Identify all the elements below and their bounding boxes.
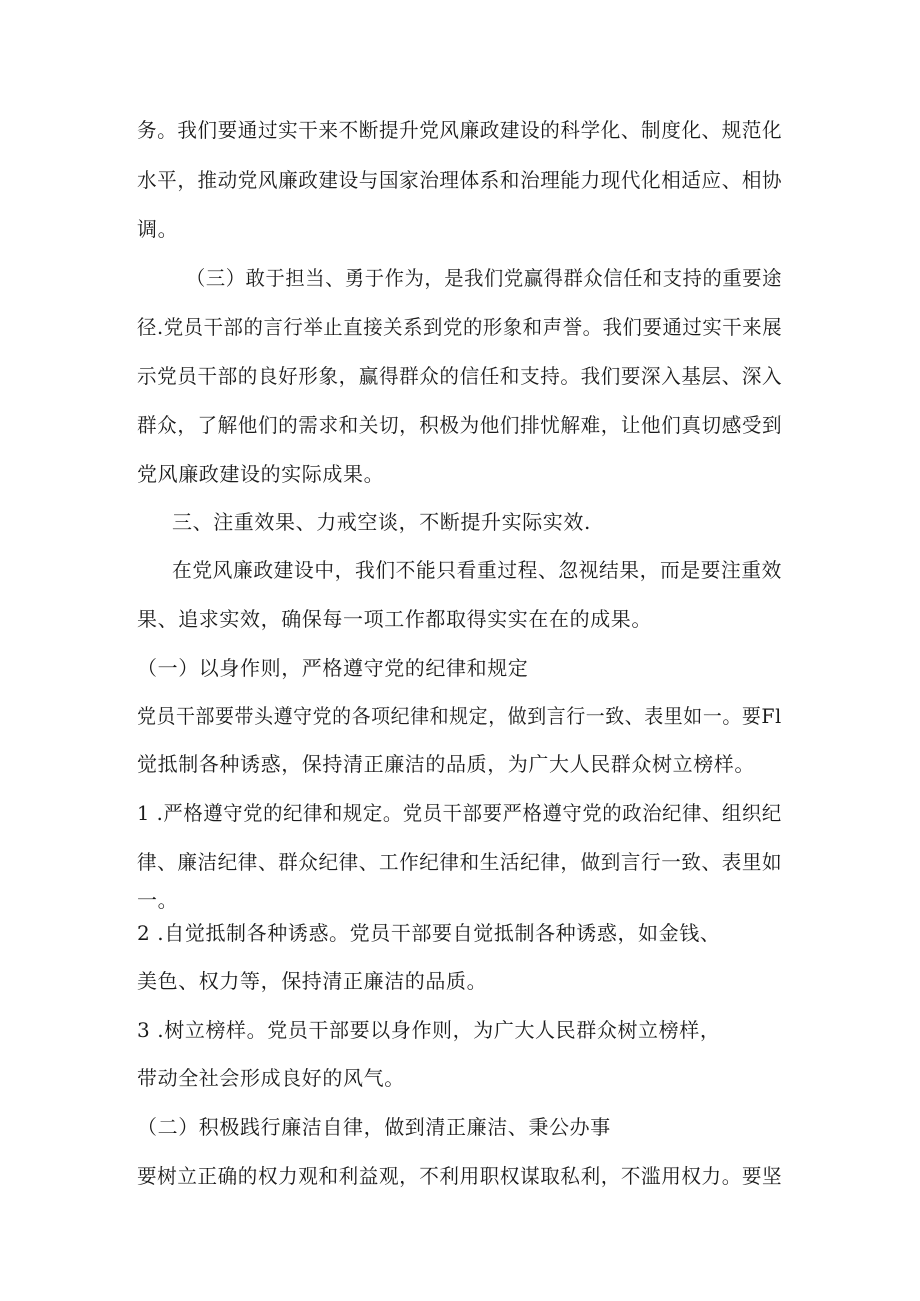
subsection-heading-1: （一）以身作则，严格遵守党的纪律和规定	[137, 656, 529, 680]
section-heading-3: 三、注重效果、力戒空谈，不断提升实际实效.	[172, 510, 591, 534]
list-item-1-line-3: 一。	[137, 888, 179, 912]
list-item-1-line-2: 律、廉洁纪律、群众纪律、工作纪律和生活纪律，做到言行一致、表里如	[137, 850, 783, 874]
text-line-2: 水平，推动党风廉政建设与国家治理体系和治理能力现代化相适应、相协	[137, 168, 783, 192]
text-line-13: 党员干部要带头遵守党的各项纪律和规定，做到言行一致、表里如一。要Fl	[137, 704, 782, 728]
text-line-1: 务。我们要通过实干来不断提升党风廉政建设的科学化、制度化、规范化	[137, 118, 783, 142]
text-line-11: 果、追求实效，确保每一项工作都取得实实在在的成果。	[137, 607, 652, 631]
list-item-1-line-1: 1 .严格遵守党的纪律和规定。党员干部要严格遵守党的政治纪律、组织纪	[137, 801, 782, 825]
text-line-8: 党风廉政建设的实际成果。	[137, 462, 385, 486]
list-item-2-line-2: 美色、权力等，保持清正廉洁的品质。	[137, 969, 488, 993]
list-item-3-line-1: 3 .树立榜样。党员干部要以身作则，为广大人民群众树立榜样，	[137, 1018, 721, 1042]
list-item-3-line-2: 带动全社会形成良好的风气。	[137, 1066, 405, 1090]
text-line-3: 调。	[137, 217, 179, 241]
text-line-23: 要树立正确的权力观和利益观，不利用职权谋取私利，不滥用权力。要坚	[137, 1164, 783, 1188]
text-line-4: （三）敢于担当、勇于作为，是我们党赢得群众信任和支持的重要途	[186, 266, 782, 290]
list-item-2-line-1: 2 .自觉抵制各种诱惑。党员干部要自觉抵制各种诱惑，如金钱、	[137, 921, 721, 945]
text-line-14: 觉抵制各种诱惑，保持清正廉洁的品质，为广大人民群众树立榜样。	[137, 752, 755, 776]
text-line-10: 在党风廉政建设中，我们不能只看重过程、忽视结果，而是要注重效	[172, 558, 782, 582]
text-line-6: 示党员干部的良好形象，赢得群众的信任和支持。我们要深入基层、深入	[137, 364, 783, 388]
text-line-7: 群众，了解他们的需求和关切，积极为他们排忧解难，让他们真切感受到	[137, 413, 783, 437]
text-line-5: 径.党员干部的言行举止直接关系到党的形象和声誉。我们要通过实干来展	[137, 315, 783, 339]
subsection-heading-2: （二）积极践行廉洁自律，做到清正廉洁、秉公办事	[137, 1115, 611, 1139]
